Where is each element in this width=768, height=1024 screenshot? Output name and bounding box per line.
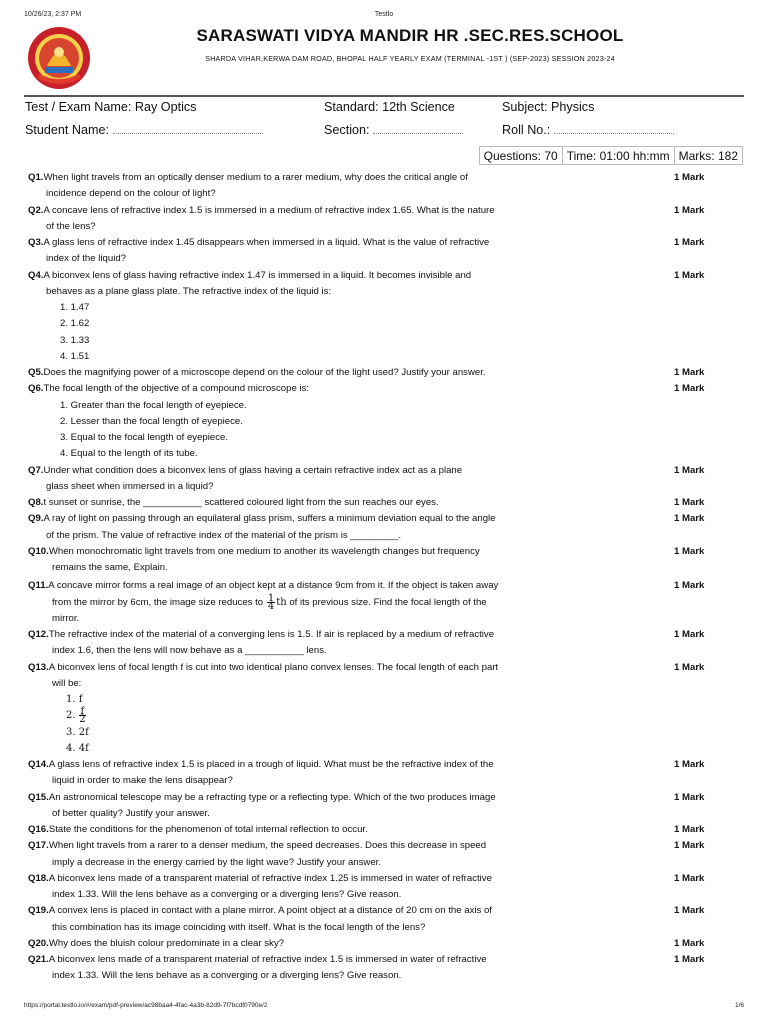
question-marks: 1 Mark bbox=[674, 513, 705, 525]
question-item bbox=[28, 170, 718, 203]
question-marks: 1 Mark bbox=[674, 937, 705, 949]
question-item bbox=[28, 511, 718, 544]
question-marks: 1 Mark bbox=[674, 661, 705, 673]
question-marks: 1 Mark bbox=[674, 269, 705, 281]
print-site: Testlo bbox=[374, 11, 394, 18]
question-text: Does the magnifying power of a microscope depend on the colour of the light used? Justify your answer. bbox=[43, 367, 486, 378]
question-text: When light travels from a rarer to a denser medium, the speed decreases. Does this decrease in speed bbox=[48, 840, 487, 852]
option-item bbox=[28, 708, 718, 724]
question-number: Q16. bbox=[28, 824, 49, 836]
question-marks: 1 Mark bbox=[674, 791, 705, 803]
question-item bbox=[28, 495, 718, 511]
exam-name: Test / Exam Name: Ray Optics bbox=[25, 100, 197, 114]
question-text: imply a decrease in the energy carried by the light wave? Justify your answer. bbox=[52, 856, 382, 868]
question-text: A biconvex lens of focal length f is cut into two identical plano convex lenses. The focal length of each part bbox=[48, 661, 499, 673]
question-text bbox=[28, 592, 718, 612]
fraction bbox=[79, 706, 86, 726]
option-item: 2. Lesser than the focal length of eyepiece. bbox=[60, 415, 243, 427]
section-field bbox=[324, 123, 463, 137]
school-name: SARASWATI VIDYA MANDIR HR .SEC.RES.SCHOOL bbox=[196, 26, 624, 45]
option-prefix: 2. bbox=[66, 710, 76, 722]
option-item: 2. 1.62 bbox=[60, 318, 90, 330]
fraction-numerator: 1 bbox=[267, 592, 275, 604]
roll-no-field bbox=[502, 123, 674, 137]
question-marks: 1 Mark bbox=[674, 545, 705, 557]
question-text: A concave mirror forms a real image of an object kept at a distance 9cm from it. If the object is taken away bbox=[48, 580, 499, 592]
question-marks: 1 Mark bbox=[674, 204, 705, 216]
question-text: When monochromatic light travels from one medium to another its wavelength changes but frequency bbox=[48, 545, 480, 557]
questions-count: Questions: 70 bbox=[479, 146, 563, 165]
question-number: Q15. bbox=[28, 791, 49, 803]
question-list bbox=[28, 170, 718, 985]
print-footer bbox=[24, 1002, 744, 1014]
question-text: A biconvex lens of glass having refractive index 1.47 is immersed in a liquid. It becomes invisible and bbox=[43, 269, 472, 281]
question-text: mirror. bbox=[52, 612, 80, 624]
question-marks: 1 Mark bbox=[674, 824, 705, 836]
question-text: A biconvex lens made of a transparent material of refractive index 1.5 is immersed in water of refractive bbox=[48, 954, 487, 966]
question-marks: 1 Mark bbox=[674, 497, 705, 508]
question-text: Why does the bluish colour predominate in a clear sky? bbox=[48, 937, 284, 949]
question-number: Q9. bbox=[28, 513, 44, 525]
question-text: Under what condition does a biconvex lens of glass having a certain refractive index act as a plane bbox=[43, 464, 463, 476]
question-text: A glass lens of refractive index 1.45 disappears when immersed in a liquid. What is the value of refractive bbox=[43, 237, 490, 248]
question-item bbox=[28, 365, 718, 381]
student-name-field bbox=[25, 123, 263, 137]
option-item: 4. Equal to the length of its tube. bbox=[60, 448, 198, 460]
question-marks: 1 Mark bbox=[674, 580, 705, 592]
question-item bbox=[28, 203, 718, 236]
question-text: index 1.33. Will the lens behave as a converging or a diverging lens? Give reason. bbox=[52, 889, 402, 901]
exam-stats bbox=[479, 146, 743, 165]
question-text: A biconvex lens made of a transparent material of refractive index 1.25 is immersed in water of refractive bbox=[48, 872, 492, 884]
question-number: Q20. bbox=[28, 937, 49, 949]
option-item: 1. 1.47 bbox=[60, 302, 90, 313]
question-item bbox=[28, 871, 718, 904]
question-marks: 1 Mark bbox=[674, 840, 705, 852]
standard: Standard: 12th Science bbox=[324, 100, 455, 114]
question-text: remains the same, Explain. bbox=[52, 562, 168, 573]
question-marks: 1 Mark bbox=[674, 872, 705, 884]
option-item: 3. 2f bbox=[66, 726, 89, 738]
question-item bbox=[28, 235, 718, 268]
question-text: A concave lens of refractive index 1.5 is immersed in a medium of refractive index 1.65. What is the nature bbox=[43, 204, 495, 216]
question-text: A ray of light on passing through an equilateral glass prism, suffers a minimum deviation equal to the angle bbox=[43, 513, 496, 525]
question-number: Q13. bbox=[28, 661, 49, 673]
print-date: 10/26/23, 2:37 PM bbox=[24, 11, 82, 18]
section-blank bbox=[373, 124, 463, 134]
question-text: A glass lens of refractive index 1.5 is placed in a trough of liquid. What must be the refractive index of the bbox=[48, 759, 494, 771]
question-text: of the lens? bbox=[46, 220, 96, 232]
student-name-blank bbox=[113, 124, 263, 134]
question-text: A convex lens is placed in contact with a plane mirror. A point object at a distance of 20 cm on the axis of bbox=[48, 905, 492, 917]
option-item: 4. 1.51 bbox=[60, 350, 90, 362]
question-marks: 1 Mark bbox=[674, 367, 705, 378]
question-text: incidence depend on the colour of light? bbox=[46, 188, 216, 200]
roll-no-label: Roll No.: bbox=[502, 123, 551, 137]
time-limit: Time: 01:00 hh:mm bbox=[563, 146, 675, 165]
option-item: 4. 4f bbox=[66, 742, 89, 754]
page-url: https://portal.testlo.io/#/exam/pdf-preview/ac98baa4-4fac-4a3b-82d9-7f7bcdf0790e/2 bbox=[24, 1002, 268, 1009]
ordinal-suffix: th bbox=[276, 596, 287, 608]
subject: Subject: Physics bbox=[502, 100, 595, 114]
question-item bbox=[28, 790, 718, 823]
question-number: Q10. bbox=[28, 545, 49, 557]
question-marks: 1 Mark bbox=[674, 954, 705, 966]
question-item bbox=[28, 463, 718, 496]
question-item bbox=[28, 838, 718, 871]
question-item bbox=[28, 822, 718, 838]
fraction-numerator: f bbox=[80, 706, 85, 718]
question-marks: 1 Mark bbox=[674, 237, 705, 248]
exam-meta bbox=[24, 100, 744, 144]
question-text: index of the liquid? bbox=[46, 253, 127, 265]
question-number: Q4. bbox=[28, 269, 44, 281]
question-text: behaves as a plane glass plate. The refractive index of the liquid is: bbox=[46, 285, 332, 297]
question-text: An astronomical telescope may be a refracting type or a reflecting type. Which of the two produces image bbox=[48, 791, 496, 803]
question-number: Q7. bbox=[28, 464, 44, 476]
total-marks: Marks: 182 bbox=[675, 146, 743, 165]
question-number: Q19. bbox=[28, 905, 49, 917]
section-label: Section: bbox=[324, 123, 370, 137]
question-item bbox=[28, 268, 718, 366]
question-item bbox=[28, 952, 718, 985]
question-marks: 1 Mark bbox=[674, 383, 705, 395]
question-text: glass sheet when immersed in a liquid? bbox=[46, 480, 214, 492]
question-number: Q18. bbox=[28, 872, 49, 884]
question-item bbox=[28, 578, 718, 627]
option-item: 3. 1.33 bbox=[60, 334, 90, 346]
question-number: Q14. bbox=[28, 759, 49, 771]
school-logo-icon bbox=[27, 26, 91, 90]
question-number: Q11. bbox=[28, 580, 49, 592]
question-marks: 1 Mark bbox=[674, 172, 705, 183]
question-number: Q12. bbox=[28, 629, 49, 641]
question-number: Q6. bbox=[28, 383, 44, 395]
header-divider bbox=[24, 95, 744, 97]
question-number: Q21. bbox=[28, 954, 49, 966]
fraction bbox=[267, 592, 275, 612]
question-item bbox=[28, 757, 718, 790]
question-marks: 1 Mark bbox=[674, 905, 705, 917]
question-marks: 1 Mark bbox=[674, 759, 705, 771]
question-text: The focal length of the objective of a compound microscope is: bbox=[43, 383, 310, 395]
question-text: t sunset or sunrise, the ___________ scattered coloured light from the sun reaches our eyes. bbox=[43, 497, 439, 508]
question-text: index 1.6, then the lens will now behave as a ___________ lens. bbox=[52, 645, 327, 657]
school-subtitle: SHARDA VIHAR,KERWA DAM ROAD, BHOPAL HALF YEARLY EXAM (TERMINAL -1ST ) (SEP-2023) SESSION 2023-24 bbox=[205, 54, 615, 63]
question-marks: 1 Mark bbox=[674, 629, 705, 641]
question-text: of better quality? Justify your answer. bbox=[52, 807, 210, 819]
question-item bbox=[28, 381, 718, 462]
question-text: index 1.33. Will the lens behave as a converging or a diverging lens? Give reason. bbox=[52, 970, 402, 982]
option-item: 1. Greater than the focal length of eyepiece. bbox=[60, 399, 247, 411]
option-item: 1. f bbox=[66, 694, 83, 706]
question-text: State the conditions for the phenomenon of total internal reflection to occur. bbox=[48, 824, 368, 836]
fraction-denominator: 4 bbox=[267, 600, 275, 612]
question-number: Q8. bbox=[28, 497, 44, 508]
question-item bbox=[28, 627, 718, 660]
question-item bbox=[28, 660, 718, 758]
question-text: liquid in order to make the lens disappear? bbox=[52, 775, 233, 787]
student-name-label: Student Name: bbox=[25, 123, 110, 137]
question-item bbox=[28, 936, 718, 952]
print-header bbox=[24, 11, 744, 23]
question-number: Q2. bbox=[28, 204, 44, 216]
option-item: 3. Equal to the focal length of eyepiece. bbox=[60, 432, 229, 443]
question-text: will be: bbox=[52, 677, 82, 689]
question-item bbox=[28, 544, 718, 577]
question-number: Q5. bbox=[28, 367, 44, 378]
page-number: 1/6 bbox=[734, 1002, 744, 1009]
question-number: Q1. bbox=[28, 172, 44, 183]
question-text-part: from the mirror by 6cm, the image size reduces to bbox=[52, 596, 264, 608]
question-text: When light travels from an optically denser medium to a rarer medium, why does the critical angle of bbox=[43, 172, 468, 183]
question-number: Q3. bbox=[28, 237, 44, 248]
question-text: this combination has its image coinciding with itself. What is the focal length of the lens? bbox=[52, 921, 426, 933]
fraction-denominator: 2 bbox=[79, 714, 86, 726]
question-text-part: of its previous size. Find the focal length of the bbox=[289, 596, 487, 608]
question-number: Q17. bbox=[28, 840, 49, 852]
question-text: of the prism. The value of refractive index of the material of the prism is _________. bbox=[46, 529, 401, 541]
question-marks: 1 Mark bbox=[674, 464, 705, 476]
question-item bbox=[28, 903, 718, 936]
roll-no-blank bbox=[554, 124, 674, 134]
question-text: The refractive index of the material of a converging lens is 1.5. If air is replaced by a medium of refractive bbox=[48, 629, 495, 641]
